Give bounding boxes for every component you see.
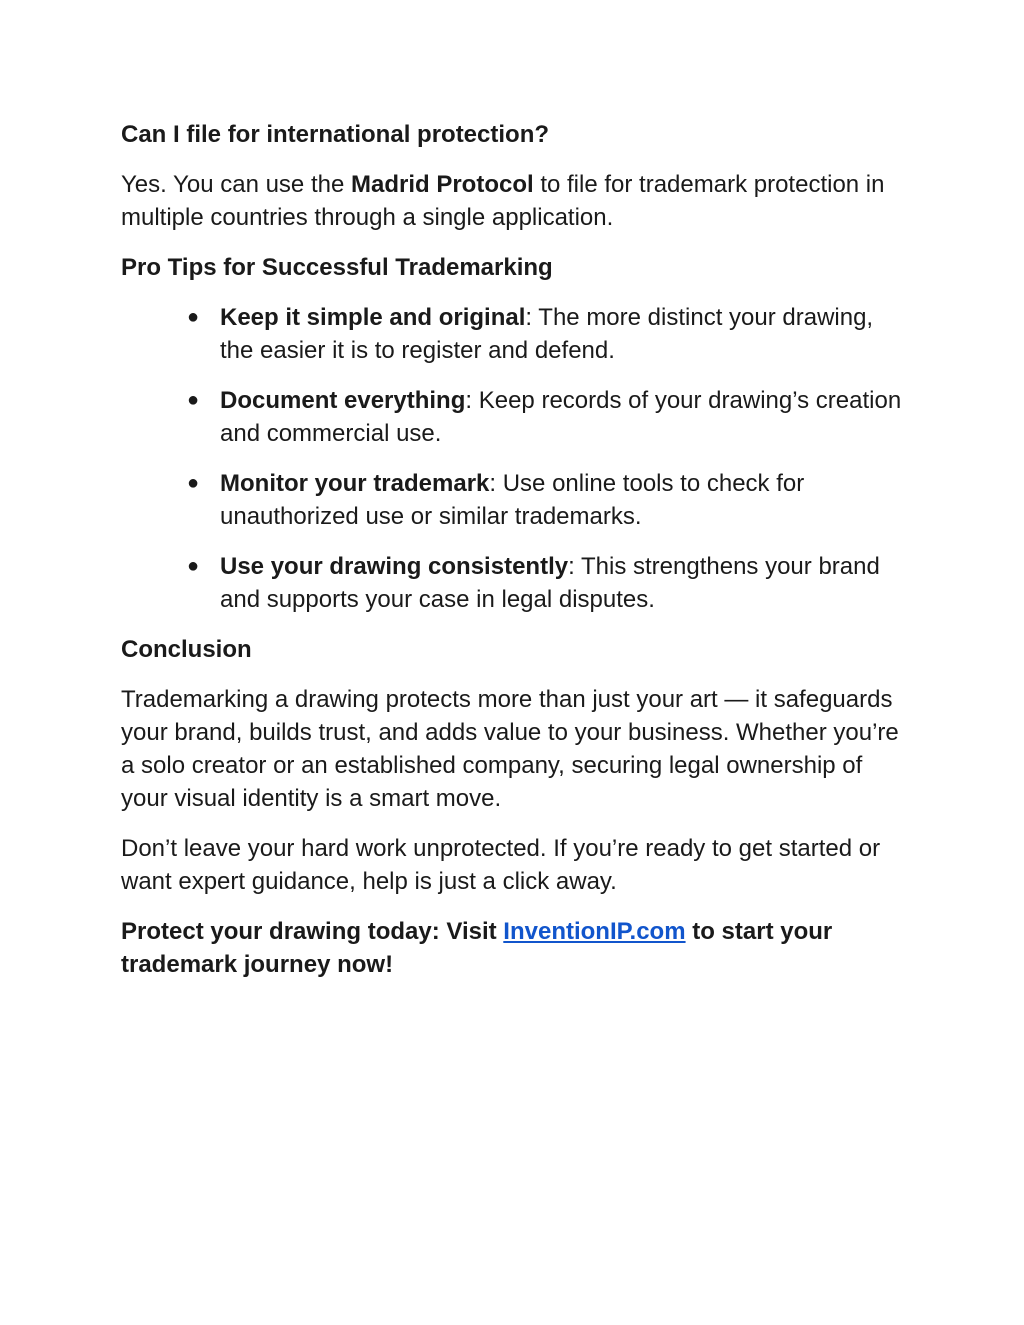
- tip-text: : Use online tools to check for unauthorized use or similar trademarks.: [220, 470, 805, 530]
- pro-tips-list: [121, 301, 911, 616]
- cta-text-b: to start your trademark journey now!: [121, 918, 833, 978]
- tip-title: Use your drawing consistently: [220, 553, 569, 580]
- list-item: [187, 384, 910, 450]
- tip-title: Monitor your trademark: [220, 470, 490, 497]
- conclusion-paragraph-1: Trademarking a drawing protects more than just your art — it safeguards your brand, builds trust, and adds value to your business. Whether you’re a solo creator or an established company, securing legal ownership of your visual identity is a smart move.: [121, 686, 899, 812]
- bullet-icon: ●: [187, 472, 200, 494]
- conclusion-paragraph-2: Don’t leave your hard work unprotected. If you’re ready to get started or want expert guidance, help is just a click away.: [121, 835, 881, 895]
- intl-paragraph: [121, 168, 911, 234]
- tip-title: Document everything: [220, 387, 466, 414]
- inventionip-link[interactable]: InventionIP.com: [503, 918, 686, 945]
- pro-tips-heading: Pro Tips for Successful Trademarking: [121, 254, 553, 281]
- tip-text: : The more distinct your drawing, the easier it is to register and defend.: [220, 304, 874, 364]
- tip-text: : Keep records of your drawing’s creation and commercial use.: [220, 387, 902, 447]
- intl-heading: Can I file for international protection?: [121, 121, 550, 148]
- madrid-protocol-bold: Madrid Protocol: [350, 171, 534, 198]
- tip-title: Keep it simple and original: [220, 304, 526, 331]
- conclusion-heading: Conclusion: [121, 636, 252, 663]
- list-item: [187, 550, 910, 616]
- cta-text-a: Protect your drawing today: Visit: [121, 918, 504, 945]
- tip-text: : This strengthens your brand and supports your case in legal disputes.: [220, 553, 880, 613]
- cta-paragraph: [121, 915, 911, 981]
- intl-text-b: to file for trademark protection in multiple countries through a single application.: [121, 171, 885, 231]
- document-page: [121, 118, 911, 981]
- list-item: [187, 467, 910, 533]
- list-item: [187, 301, 910, 367]
- intl-text-a: Yes. You can use the: [121, 171, 351, 198]
- bullet-icon: ●: [187, 555, 200, 577]
- bullet-icon: ●: [187, 306, 200, 328]
- bullet-icon: ●: [187, 389, 200, 411]
